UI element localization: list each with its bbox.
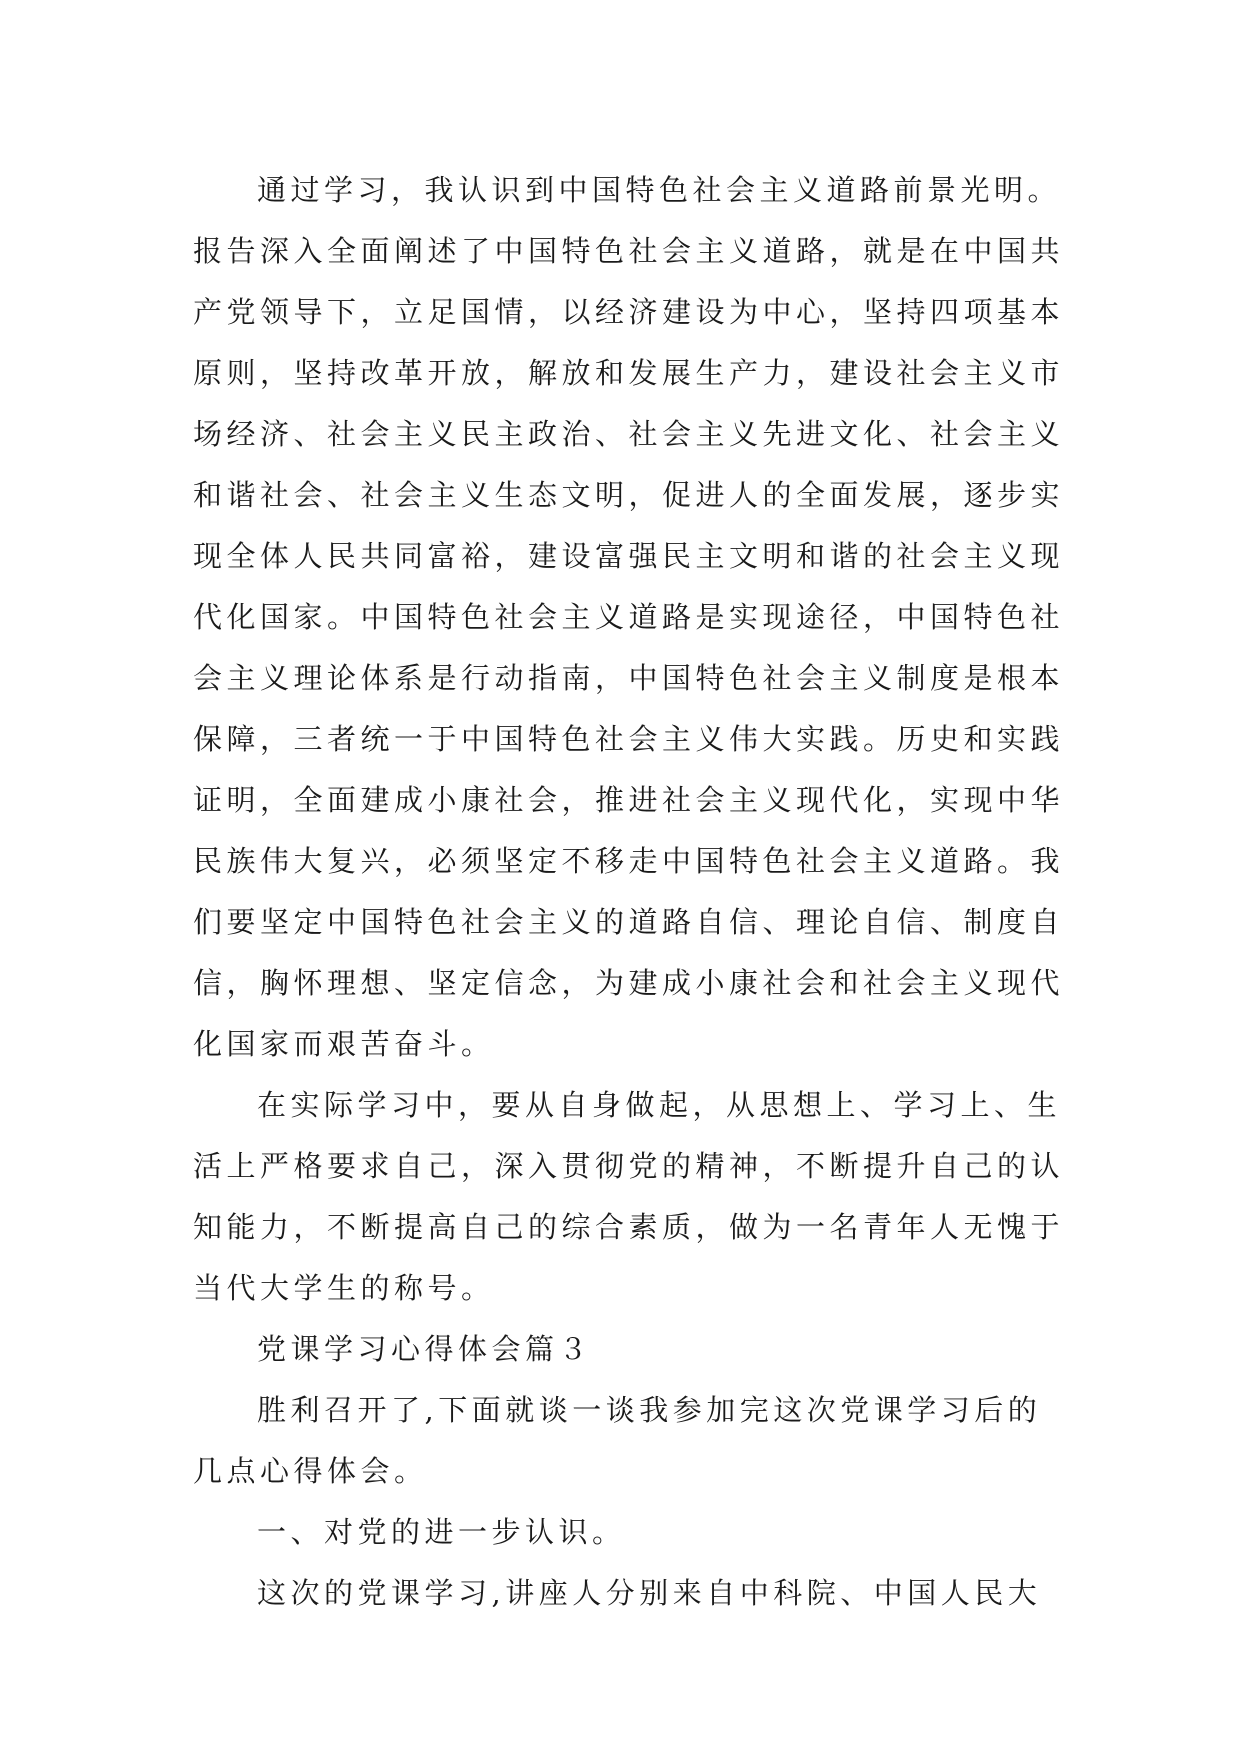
paragraph-line: 报告深入全面阐述了中国特色社会主义道路，就是在中国共 — [193, 234, 1065, 268]
document-body — [193, 160, 1065, 1624]
paragraph-line: 这次的党课学习,讲座人分别来自中科院、中国人民大 — [257, 1576, 1042, 1610]
paragraph-line: 信，胸怀理想、坚定信念，为建成小康社会和社会主义现代 — [193, 966, 1065, 1000]
paragraph-line: 几点心得体会。 — [193, 1454, 428, 1488]
paragraph-line: 产党领导下，立足国情，以经济建设为中心，坚持四项基本 — [193, 295, 1065, 329]
paragraph-line: 原则，坚持改革开放，解放和发展生产力，建设社会主义市 — [193, 356, 1065, 390]
paragraph-line: 知能力，不断提高自己的综合素质，做为一名青年人无愧于 — [193, 1210, 1065, 1244]
paragraph-line: 在实际学习中，要从自身做起，从思想上、学习上、生 — [257, 1088, 1062, 1122]
paragraph-line: 民族伟大复兴，必须坚定不移走中国特色社会主义道路。我 — [193, 844, 1065, 878]
paragraph-line: 化国家而艰苦奋斗。 — [193, 1027, 495, 1061]
paragraph-line: 们要坚定中国特色社会主义的道路自信、理论自信、制度自 — [193, 905, 1065, 939]
paragraph-line: 现全体人民共同富裕，建设富强民主文明和谐的社会主义现 — [193, 539, 1065, 573]
paragraph-line: 通过学习，我认识到中国特色社会主义道路前景光明。 — [257, 173, 1062, 207]
paragraph-line: 和谐社会、社会主义生态文明，促进人的全面发展，逐步实 — [193, 478, 1065, 512]
paragraph-line: 保障，三者统一于中国特色社会主义伟大实践。历史和实践 — [193, 722, 1065, 756]
paragraph-line: 活上严格要求自己，深入贯彻党的精神，不断提升自己的认 — [193, 1149, 1065, 1183]
paragraph-line: 会主义理论体系是行动指南，中国特色社会主义制度是根本 — [193, 661, 1065, 695]
paragraph-line: 胜利召开了,下面就谈一谈我参加完这次党课学习后的 — [257, 1393, 1042, 1427]
paragraph-line: 证明，全面建成小康社会，推进社会主义现代化，实现中华 — [193, 783, 1065, 817]
paragraph-line: 场经济、社会主义民主政治、社会主义先进文化、社会主义 — [193, 417, 1065, 451]
paragraph-line: 当代大学生的称号。 — [193, 1271, 495, 1305]
section-heading: 党课学习心得体会篇３ — [257, 1332, 593, 1366]
paragraph-line: 代化国家。中国特色社会主义道路是实现途径，中国特色社 — [193, 600, 1065, 634]
subsection-heading: 一、对党的进一步认识。 — [257, 1515, 626, 1549]
